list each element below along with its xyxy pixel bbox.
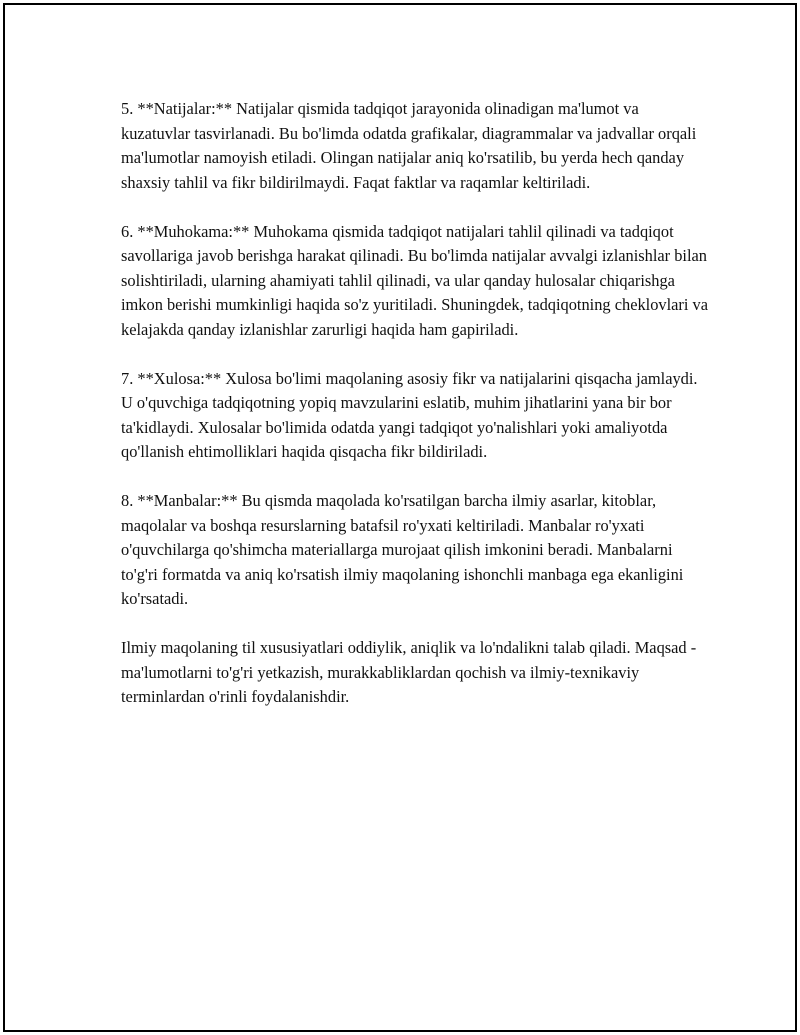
paragraph-muhokama: 6. **Muhokama:** Muhokama qismida tadqiqot natijalari tahlil qilinadi va tadqiqot savollariga javob berishga harakat qilinadi. Bu bo'limda natijalar avvalgi izlanishlar bilan solishtiriladi, ularning ahamiyati tahlil qilinadi, va ular qanday hulosalar chiqarishga imkon berishi mumkinligi haqida so'z yuritiladi. Shuningdek, tadqiqotning cheklovlari va kelajakda qanday izlanishlar zarurligi haqida ham gapiriladi. bbox=[121, 221, 709, 339]
paragraph-xulosa: 7. **Xulosa:** Xulosa bo'limi maqolaning asosiy fikr va natijalarini qisqacha jamlaydi. U o'quvchiga tadqiqotning yopiq mavzularini eslatib, muhim jihatlarini yana bir bor ta'kidlaydi. Xulosalar bo'limida odatda yangi tadqiqot yo'nalishlari yoki amaliyotda qo'llanish ehtimolliklari haqida qisqacha fikr bildiriladi. bbox=[121, 368, 698, 461]
document-body bbox=[121, 97, 711, 734]
paragraph-conclusion: Ilmiy maqolaning til xususiyatlari oddiylik, aniqlik va lo'ndalikni talab qiladi. Maqsad - ma'lumotlarni to'g'ri yetkazish, murakkabliklardan qochish va ilmiy-texnikaviy terminlardan o'rinli foydalanishdir. bbox=[121, 638, 697, 706]
paragraph-natijalar: 5. **Natijalar:** Natijalar qismida tadqiqot jarayonida olinadigan ma'lumot va kuzatuvlar tasvirlanadi. Bu bo'limda odatda grafikalar, diagrammalar va jadvallar orqali ma'lumotlar namoyish etiladi. Olingan natijalar aniq ko'rsatilib, bu yerda hech qanday shaxsiy tahlil va fikr bildirilmaydi. Faqat faktlar va raqamlar keltiriladi. bbox=[121, 99, 697, 192]
paragraph-manbalar: 8. **Manbalar:** Bu qismda maqolada ko'rsatilgan barcha ilmiy asarlar, kitoblar, maqolalar va boshqa resurslarning batafsil ro'yxati keltiriladi. Manbalar ro'yxati o'quvchilarga qo'shimcha materiallarga murojaat qilish imkonini beradi. Manbalarni to'g'ri formatda va aniq ko'rsatish ilmiy maqolaning ishonchli manbaga ega ekanligini ko'rsatadi. bbox=[121, 491, 684, 608]
page-frame bbox=[3, 3, 797, 1032]
